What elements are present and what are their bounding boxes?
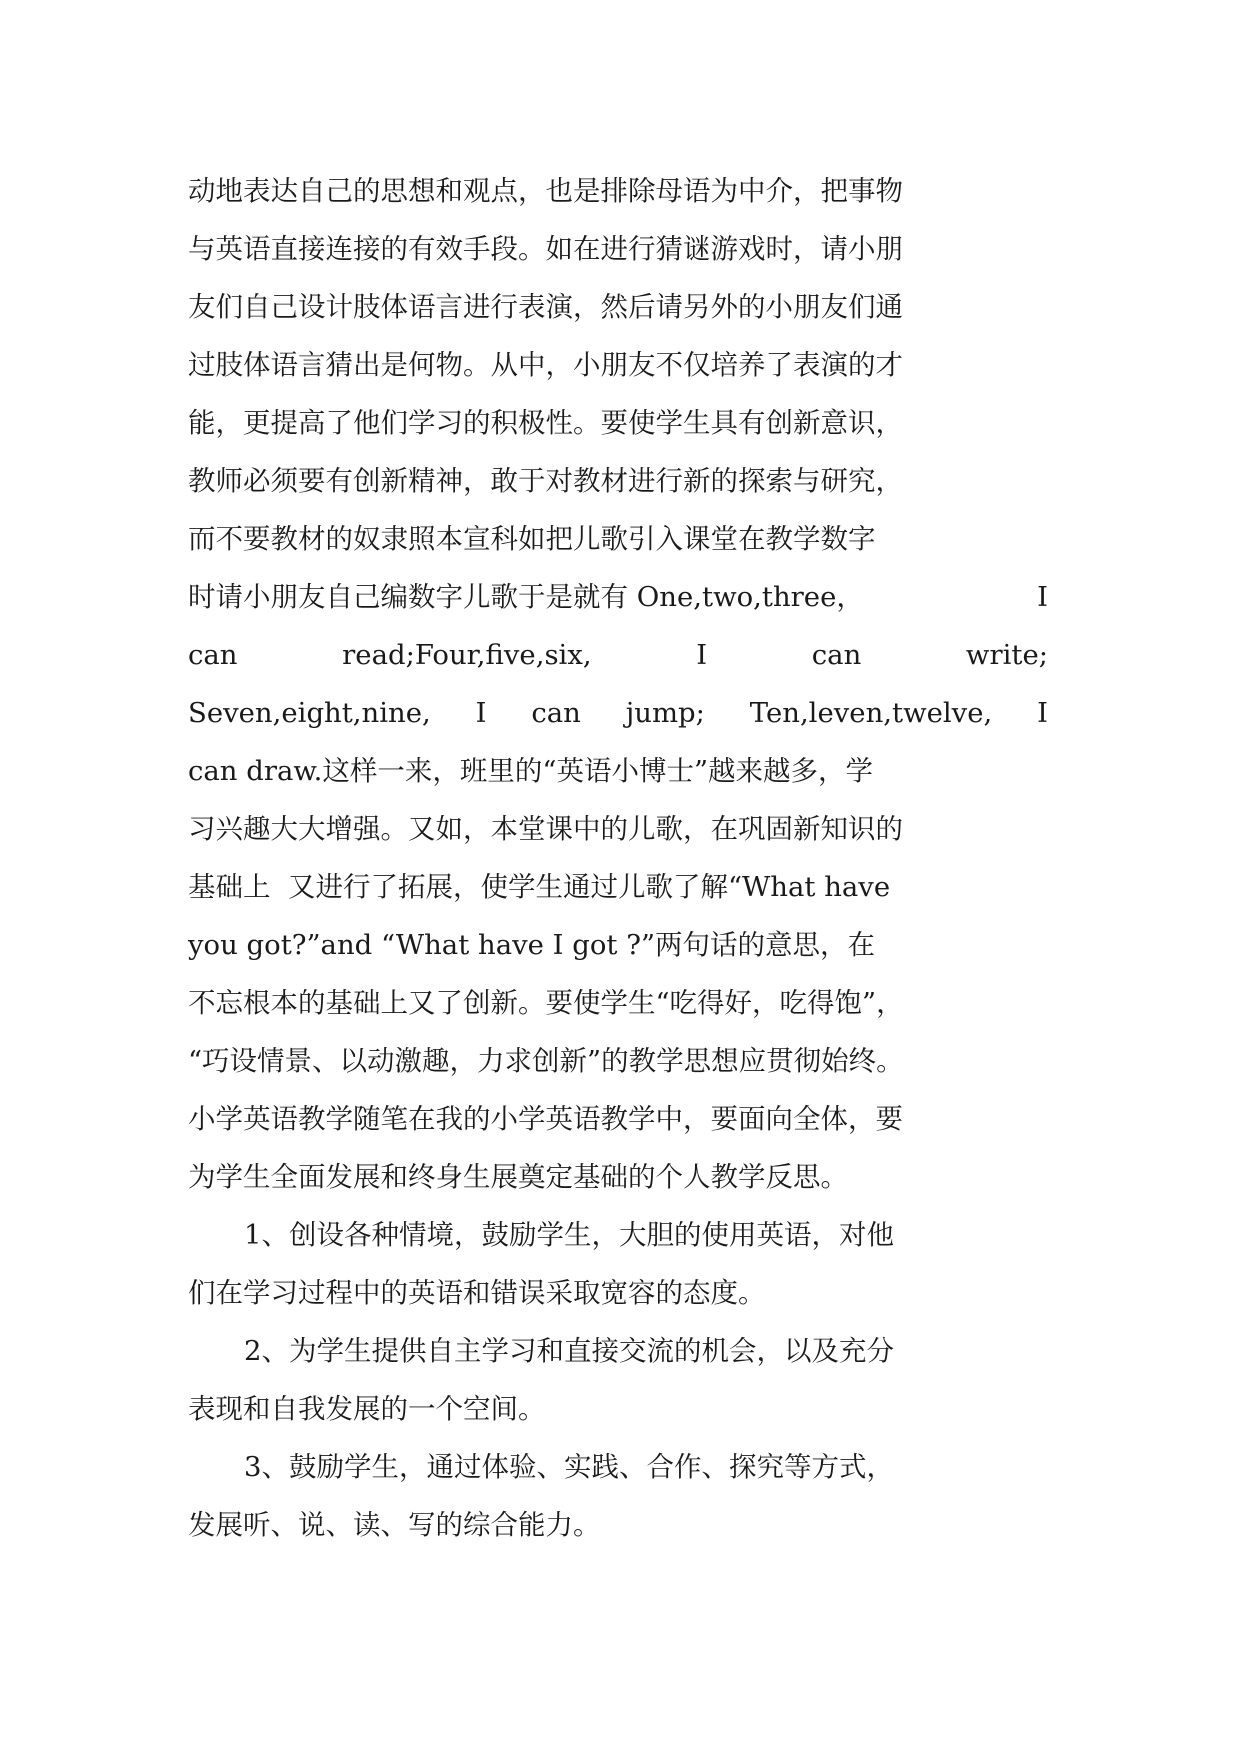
text-segment: jump;	[625, 697, 705, 729]
text-line: 友们自己设计肢体语言进行表演，然后请另外的小朋友们通	[188, 291, 903, 323]
text-segment: I	[696, 639, 708, 671]
text-line: 们在学习过程中的英语和错误采取宽容的态度。	[188, 1277, 766, 1309]
text-line: 习兴趣大大增强。又如，本堂课中的儿歌，在巩固新知识的	[188, 813, 903, 845]
body-text	[188, 162, 1048, 1554]
list-item-1: 1、创设各种情境，鼓励学生，大胆的使用英语，对他	[244, 1219, 894, 1251]
text-line: “巧设情景、以动激趣，力求创新”的教学思想应贯彻始终。	[188, 1045, 904, 1077]
text-line: 基础上 又进行了拓展，使学生通过儿歌了解“What have	[188, 871, 891, 903]
text-line: 与英语直接连接的有效手段。如在进行猜谜游戏时，请小朋	[188, 233, 903, 265]
text-line: you got?”and “What have I got ?”两句话的意思，在	[188, 929, 876, 961]
text-segment: Seven,eight,nine,	[188, 697, 431, 729]
text-line	[188, 568, 1048, 626]
text-line: 教师必须要有创新精神，敢于对教材进行新的探索与研究，	[188, 465, 903, 497]
text-segment: I	[1037, 697, 1048, 729]
text-segment: I	[475, 697, 487, 729]
text-line	[188, 626, 1048, 684]
text-segment: can	[188, 639, 238, 671]
text-segment: can	[531, 697, 581, 729]
text-line: 小学英语教学随笔在我的小学英语教学中，要面向全体，要	[188, 1103, 903, 1135]
text-segment: write;	[965, 639, 1048, 671]
text-line	[188, 684, 1048, 742]
text-line: can draw.这样一来，班里的“英语小博士”越来越多，学	[188, 755, 874, 787]
text-line: 而不要教材的奴隶照本宣科如把儿歌引入课堂在教学数字	[188, 523, 876, 555]
text-segment: can	[811, 639, 862, 671]
text-line: 为学生全面发展和终身生展奠定基础的个人教学反思。	[188, 1161, 848, 1193]
text-line: 发展听、说、读、写的综合能力。	[188, 1509, 601, 1541]
text-line: 能，更提高了他们学习的积极性。要使学生具有创新意识，	[188, 407, 903, 439]
list-item-2: 2、为学生提供自主学习和直接交流的机会，以及充分	[244, 1335, 894, 1367]
text-line: 动地表达自己的思想和观点，也是排除母语为中介，把事物	[188, 175, 903, 207]
text-segment: Ten,leven,twelve,	[749, 697, 993, 729]
text-segment: read;Four,five,six,	[342, 639, 592, 671]
text-segment: 时请小朋友自己编数字儿歌于是就有 One,two,three，	[188, 581, 864, 613]
text-line: 不忘根本的基础上又了创新。要使学生“吃得好，吃得饱”，	[188, 987, 904, 1019]
text-segment: I	[1037, 581, 1048, 613]
list-item-3: 3、鼓励学生，通过体验、实践、合作、探究等方式，	[244, 1451, 894, 1483]
text-line: 表现和自我发展的一个空间。	[188, 1393, 546, 1425]
text-line: 过肢体语言猜出是何物。从中，小朋友不仅培养了表演的才	[188, 349, 903, 381]
